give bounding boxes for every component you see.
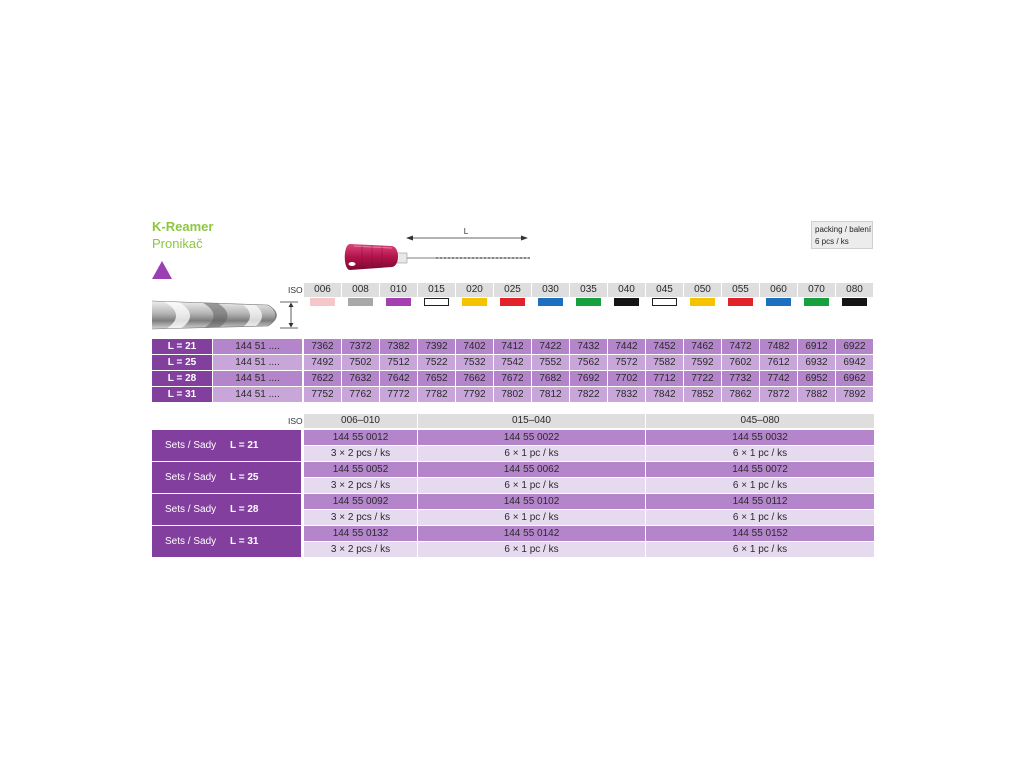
length-label: L = 28 xyxy=(152,371,212,386)
triangle-icon xyxy=(152,261,172,279)
article-code-cell: 7512 xyxy=(380,355,417,370)
color-swatch xyxy=(690,298,715,306)
article-code-cell: 7812 xyxy=(532,387,569,402)
article-code-cell: 7562 xyxy=(570,355,607,370)
set-code-cell: 144 55 0022 xyxy=(418,430,645,445)
set-code-cell: 144 55 0142 xyxy=(418,526,645,541)
article-code-cell: 7852 xyxy=(684,387,721,402)
product-title: K-Reamer xyxy=(152,219,214,234)
set-length-label: L = 25 xyxy=(230,472,259,483)
article-code-cell: 7492 xyxy=(304,355,341,370)
set-packing-cell: 3 × 2 pcs / ks xyxy=(304,542,417,557)
article-code-cell: 7752 xyxy=(304,387,341,402)
set-code-cell: 144 55 0072 xyxy=(646,462,874,477)
product-subtitle: Pronikač xyxy=(152,236,203,251)
set-packing-cell: 3 × 2 pcs / ks xyxy=(304,510,417,525)
iso-size-cell: 020 xyxy=(456,283,493,297)
sets-iso-label: ISO xyxy=(288,416,303,426)
article-code-cell: 7542 xyxy=(494,355,531,370)
iso-size-cell: 015 xyxy=(418,283,455,297)
set-packing-cell: 6 × 1 pc / ks xyxy=(646,446,874,461)
packing-label: packing / balení xyxy=(815,225,872,234)
set-packing-cell: 3 × 2 pcs / ks xyxy=(304,478,417,493)
iso-label: ISO xyxy=(288,285,303,295)
article-code-cell: 7682 xyxy=(532,371,569,386)
color-swatch xyxy=(462,298,487,306)
arrow-left-icon xyxy=(406,236,413,241)
set-code-cell: 144 55 0152 xyxy=(646,526,874,541)
length-dimension-label: L xyxy=(463,227,469,236)
length-label: L = 31 xyxy=(152,387,212,402)
set-packing-cell: 6 × 1 pc / ks xyxy=(646,478,874,493)
set-length-label: L = 28 xyxy=(230,504,259,515)
article-code-cell: 7422 xyxy=(532,339,569,354)
iso-size-cell: 055 xyxy=(722,283,759,297)
iso-range-cell: 045–080 xyxy=(646,414,874,428)
article-code-cell: 7672 xyxy=(494,371,531,386)
article-code-cell: 7582 xyxy=(646,355,683,370)
article-code-cell: 7412 xyxy=(494,339,531,354)
length-label: L = 21 xyxy=(152,339,212,354)
iso-size-header-row xyxy=(304,283,874,307)
article-code-cell: 7442 xyxy=(608,339,645,354)
article-prefix-cell: 144 51 .... xyxy=(213,371,302,386)
article-prefix-cell: 144 51 .... xyxy=(213,355,302,370)
article-code-cell: 7882 xyxy=(798,387,835,402)
sets-table xyxy=(152,430,874,558)
article-code-cell: 7402 xyxy=(456,339,493,354)
iso-size-cell: 040 xyxy=(608,283,645,297)
set-code-cell: 144 55 0032 xyxy=(646,430,874,445)
set-code-cell: 144 55 0102 xyxy=(418,494,645,509)
handle-ferrule xyxy=(397,253,407,263)
iso-size-cell: 035 xyxy=(570,283,607,297)
set-packing-cell: 6 × 1 pc / ks xyxy=(418,542,645,557)
color-swatch xyxy=(842,298,867,306)
color-swatch xyxy=(804,298,829,306)
iso-size-cell: 030 xyxy=(532,283,569,297)
article-code-cell: 7602 xyxy=(722,355,759,370)
article-code-cell: 6952 xyxy=(798,371,835,386)
color-swatch xyxy=(310,298,335,306)
reamer-tip-illustration xyxy=(152,298,300,332)
color-swatch xyxy=(424,298,449,306)
set-packing-cell: 6 × 1 pc / ks xyxy=(646,542,874,557)
set-label-block xyxy=(152,462,301,493)
article-code-cell: 7472 xyxy=(722,339,759,354)
article-code-cell: 7662 xyxy=(456,371,493,386)
article-code-cell: 7592 xyxy=(684,355,721,370)
article-code-cell: 7652 xyxy=(418,371,455,386)
article-code-cell: 7432 xyxy=(570,339,607,354)
article-code-cell: 7742 xyxy=(760,371,797,386)
sets-iso-range-header xyxy=(152,414,874,428)
article-code-cell: 7632 xyxy=(342,371,379,386)
set-code-cell: 144 55 0112 xyxy=(646,494,874,509)
article-code-cell: 7892 xyxy=(836,387,873,402)
iso-size-cell: 025 xyxy=(494,283,531,297)
length-label: L = 25 xyxy=(152,355,212,370)
set-length-label: L = 21 xyxy=(230,440,259,451)
iso-size-cell: 070 xyxy=(798,283,835,297)
packing-quantity: 6 pcs / ks xyxy=(815,237,849,246)
article-code-cell: 7382 xyxy=(380,339,417,354)
set-packing-cell: 6 × 1 pc / ks xyxy=(646,510,874,525)
article-code-cell: 7872 xyxy=(760,387,797,402)
article-code-cell: 7372 xyxy=(342,339,379,354)
article-code-cell: 7452 xyxy=(646,339,683,354)
set-label-block xyxy=(152,430,301,461)
article-numbers-table xyxy=(152,339,874,403)
article-code-cell: 7782 xyxy=(418,387,455,402)
article-code-cell: 7482 xyxy=(760,339,797,354)
arrow-right-icon xyxy=(521,236,528,241)
set-packing-cell: 6 × 1 pc / ks xyxy=(418,510,645,525)
article-code-cell: 7692 xyxy=(570,371,607,386)
color-swatch xyxy=(500,298,525,306)
set-length-label: L = 31 xyxy=(230,536,259,547)
iso-size-cell: 080 xyxy=(836,283,873,297)
article-code-cell: 6922 xyxy=(836,339,873,354)
article-code-cell: 7572 xyxy=(608,355,645,370)
iso-size-cell: 006 xyxy=(304,283,341,297)
set-packing-cell: 6 × 1 pc / ks xyxy=(418,446,645,461)
article-code-cell: 7502 xyxy=(342,355,379,370)
article-code-cell: 7792 xyxy=(456,387,493,402)
article-code-cell: 7612 xyxy=(760,355,797,370)
iso-size-cell: 045 xyxy=(646,283,683,297)
article-code-cell: 6942 xyxy=(836,355,873,370)
article-code-cell: 7862 xyxy=(722,387,759,402)
article-code-cell: 7532 xyxy=(456,355,493,370)
article-code-cell: 7392 xyxy=(418,339,455,354)
set-code-cell: 144 55 0092 xyxy=(304,494,417,509)
article-code-cell: 7712 xyxy=(646,371,683,386)
arrow-up-icon xyxy=(289,303,294,308)
arrow-down-icon xyxy=(289,323,294,328)
article-code-cell: 7642 xyxy=(380,371,417,386)
iso-range-cell: 006–010 xyxy=(304,414,417,428)
article-code-cell: 7842 xyxy=(646,387,683,402)
article-code-cell: 6912 xyxy=(798,339,835,354)
article-prefix-cell: 144 51 .... xyxy=(213,387,302,402)
article-code-cell: 7622 xyxy=(304,371,341,386)
set-code-cell: 144 55 0062 xyxy=(418,462,645,477)
reamer-instrument-illustration xyxy=(340,222,535,276)
set-label-text: Sets / Sady xyxy=(165,536,217,547)
article-code-cell: 7522 xyxy=(418,355,455,370)
iso-range-cell: 015–040 xyxy=(418,414,645,428)
article-code-cell: 7462 xyxy=(684,339,721,354)
iso-size-cell: 010 xyxy=(380,283,417,297)
article-code-cell: 7762 xyxy=(342,387,379,402)
set-code-cell: 144 55 0012 xyxy=(304,430,417,445)
color-swatch xyxy=(766,298,791,306)
set-packing-cell: 6 × 1 pc / ks xyxy=(418,478,645,493)
set-label-text: Sets / Sady xyxy=(165,472,217,483)
article-code-cell: 7772 xyxy=(380,387,417,402)
iso-size-cell: 008 xyxy=(342,283,379,297)
color-swatch xyxy=(538,298,563,306)
article-prefix-cell: 144 51 .... xyxy=(213,339,302,354)
color-swatch xyxy=(652,298,677,306)
article-code-cell: 7822 xyxy=(570,387,607,402)
article-code-cell: 6932 xyxy=(798,355,835,370)
article-code-cell: 7552 xyxy=(532,355,569,370)
color-swatch xyxy=(576,298,601,306)
color-swatch xyxy=(728,298,753,306)
color-swatch xyxy=(348,298,373,306)
article-code-cell: 7832 xyxy=(608,387,645,402)
set-packing-cell: 3 × 2 pcs / ks xyxy=(304,446,417,461)
set-label-block xyxy=(152,494,301,525)
article-code-cell: 7732 xyxy=(722,371,759,386)
article-code-cell: 7702 xyxy=(608,371,645,386)
article-code-cell: 6962 xyxy=(836,371,873,386)
iso-size-cell: 050 xyxy=(684,283,721,297)
iso-size-cell: 060 xyxy=(760,283,797,297)
color-swatch xyxy=(614,298,639,306)
set-label-text: Sets / Sady xyxy=(165,504,217,515)
color-swatch xyxy=(386,298,411,306)
article-code-cell: 7802 xyxy=(494,387,531,402)
set-label-text: Sets / Sady xyxy=(165,440,217,451)
packing-info-box xyxy=(811,221,873,249)
set-code-cell: 144 55 0132 xyxy=(304,526,417,541)
article-code-cell: 7362 xyxy=(304,339,341,354)
set-label-block xyxy=(152,526,301,557)
set-code-cell: 144 55 0052 xyxy=(304,462,417,477)
article-code-cell: 7722 xyxy=(684,371,721,386)
